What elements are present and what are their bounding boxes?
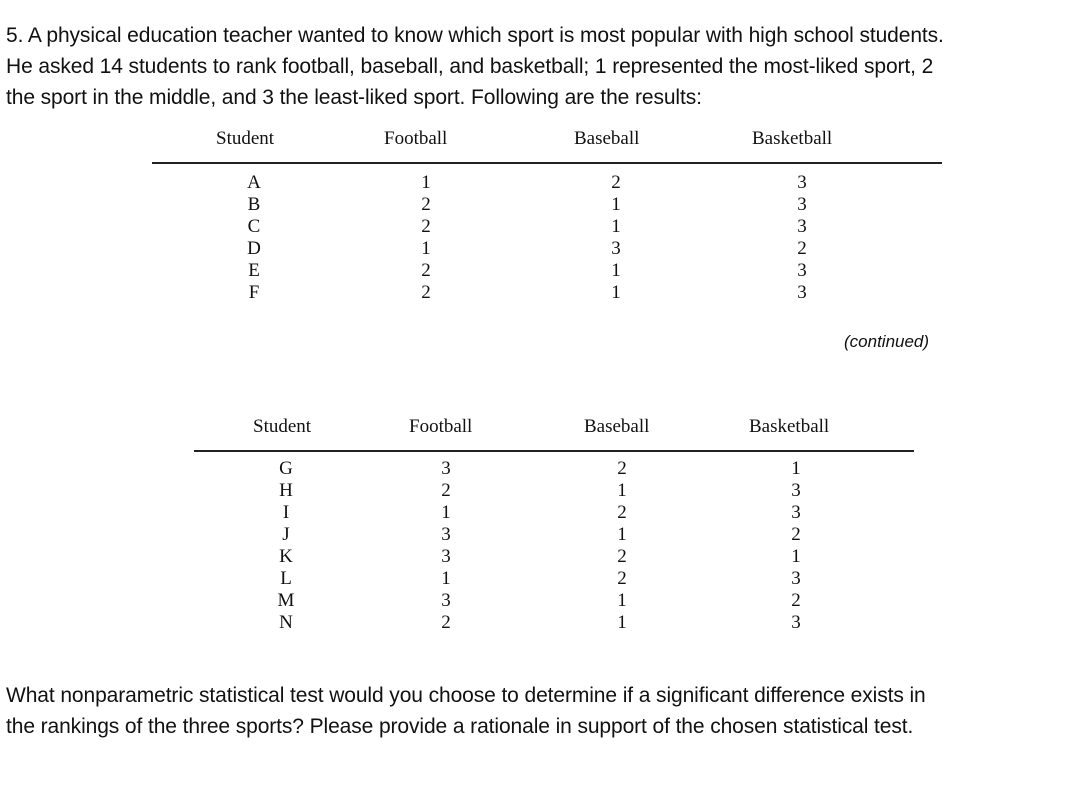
followup-question [6, 680, 1066, 742]
table-cell: 1 [617, 590, 627, 611]
header-football: Football [409, 416, 473, 437]
continued-note: (continued) [844, 332, 930, 351]
baseball-column [592, 458, 652, 634]
table-cell: 3 [797, 216, 807, 237]
table-cell: 1 [791, 458, 801, 479]
table-cell: 3 [791, 502, 801, 523]
followup-line-2: the rankings of the three sports? Please provide a rationale in support of the chosen statistical test. [6, 715, 914, 738]
table-cell: H [279, 480, 293, 501]
question-line-3: the sport in the middle, and 3 the least-liked sport. Following are the results: [6, 86, 702, 109]
followup-line-1: What nonparametric statistical test would you choose to determine if a significant difference exists in [6, 684, 926, 707]
table-cell: 3 [611, 238, 621, 259]
table-cell: 3 [797, 282, 807, 303]
table-cell: 1 [617, 612, 627, 633]
table-cell: 1 [611, 282, 621, 303]
table-cell: 2 [421, 194, 431, 215]
table-cell: 3 [791, 480, 801, 501]
table-cell: 2 [617, 568, 627, 589]
table-cell: 3 [791, 568, 801, 589]
header-football: Football [384, 128, 448, 149]
table-cell: 2 [617, 458, 627, 479]
table-cell: 1 [611, 194, 621, 215]
table-cell: 3 [797, 194, 807, 215]
table-cell: 1 [617, 480, 627, 501]
table-cell: G [279, 458, 293, 479]
table-cell: 3 [791, 612, 801, 633]
header-student: Student [216, 128, 275, 149]
table-cell: 3 [441, 590, 451, 611]
table-cell: C [247, 216, 261, 237]
table-cell: 2 [421, 282, 431, 303]
basketball-column [766, 458, 826, 634]
table-cell: 3 [797, 172, 807, 193]
table-cell: 2 [791, 590, 801, 611]
table-cell: 1 [441, 568, 451, 589]
table-cell: N [279, 612, 293, 633]
table-cell: B [247, 194, 261, 215]
table-cell: 2 [611, 172, 621, 193]
table-cell: 1 [611, 216, 621, 237]
header-rule [194, 450, 914, 452]
table-cell: 3 [441, 458, 451, 479]
table-cell: 2 [791, 524, 801, 545]
table-cell: 2 [441, 480, 451, 501]
table-cell: J [282, 524, 290, 545]
header-baseball: Baseball [574, 128, 640, 149]
table-cell: 1 [421, 238, 431, 259]
table-cell: K [279, 546, 293, 567]
header-baseball: Baseball [584, 416, 650, 437]
table-cell: 1 [617, 524, 627, 545]
table-cell: 2 [617, 546, 627, 567]
table-cell: I [282, 502, 290, 523]
table-cell: 2 [421, 216, 431, 237]
table-cell: 3 [441, 524, 451, 545]
header-student: Student [253, 416, 312, 437]
table-cell: 2 [797, 238, 807, 259]
football-column [416, 458, 476, 634]
table-cell: 1 [791, 546, 801, 567]
table-cell: 1 [421, 172, 431, 193]
table-cell: 2 [421, 260, 431, 281]
table-cell: 2 [441, 612, 451, 633]
table-cell: M [277, 590, 295, 611]
question-line-2: He asked 14 students to rank football, baseball, and basketball; 1 represented the most-liked sport, 2 [6, 55, 934, 78]
student-column [256, 458, 316, 634]
table-cell: F [248, 282, 260, 303]
header-basketball: Basketball [752, 128, 833, 149]
table-cell: 3 [441, 546, 451, 567]
table-cell: A [247, 172, 261, 193]
table-cell: E [248, 260, 260, 281]
table-cell: 1 [611, 260, 621, 281]
table-cell: 1 [441, 502, 451, 523]
table-cell: D [247, 238, 261, 259]
table-cell: L [280, 568, 292, 589]
question-line-1: 5. A physical education teacher wanted to know which sport is most popular with high school students. [6, 24, 944, 47]
table-cell: 2 [617, 502, 627, 523]
table-cell: 3 [797, 260, 807, 281]
header-basketball: Basketball [749, 416, 830, 437]
